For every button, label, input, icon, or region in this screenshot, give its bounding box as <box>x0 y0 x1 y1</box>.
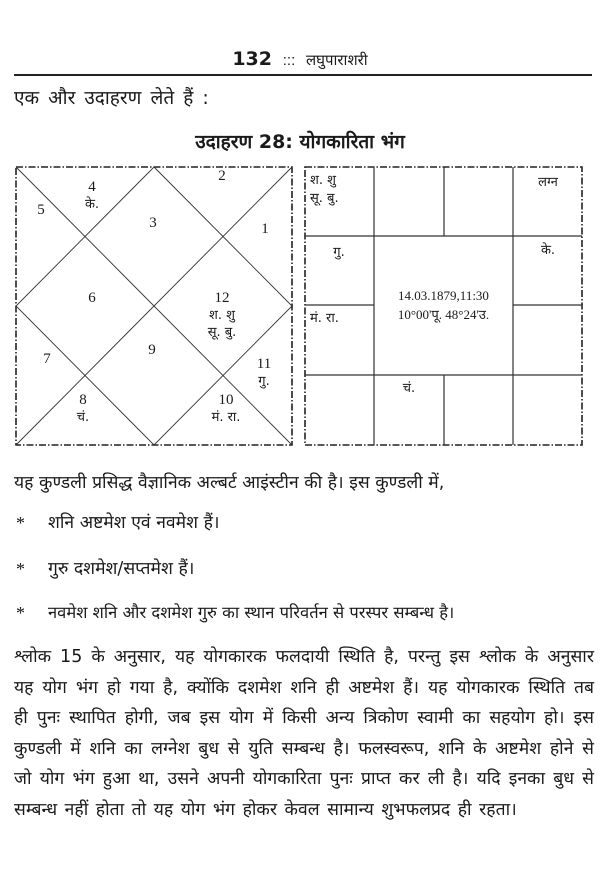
birth-coordinates: 10°00'पू. 48°24'उ. <box>397 307 490 322</box>
bullet-marker: * <box>16 513 25 533</box>
chart-lines <box>15 166 293 446</box>
house-5: 5 <box>37 202 45 218</box>
house-4-planets: के. <box>84 197 100 212</box>
cell-capricorn: मं. रा. <box>310 311 339 326</box>
house-9: 9 <box>148 342 156 358</box>
house-6: 6 <box>88 290 96 306</box>
house-8: 8 चं. <box>76 392 90 425</box>
cell-aquarius: गु. <box>333 245 345 260</box>
house-2: 2 <box>218 168 226 184</box>
example-title: उदाहरण 28: योगकारिता भंग <box>195 131 405 153</box>
bullet-marker: * <box>16 603 25 623</box>
intro-text: एक और उदाहरण लेते हैं : <box>14 87 209 109</box>
birth-details <box>374 286 513 324</box>
house-12-planets-1: श. शु <box>209 308 235 323</box>
cell-scorpio: चं. <box>402 381 416 396</box>
house-10-planets: मं. रा. <box>211 410 241 425</box>
cell-cancer: के. <box>540 243 556 258</box>
house-12-planets-2: सू. बु. <box>207 325 237 340</box>
house-8-planets: चं. <box>76 410 90 425</box>
header-separator: ::: <box>282 52 296 69</box>
house-4: 4 के. <box>84 179 100 212</box>
house-11-planets: गु. <box>258 374 270 389</box>
house-1: 1 <box>261 221 269 237</box>
cell-pisces: श. शु सू. बु. <box>310 173 339 206</box>
north-indian-chart <box>15 166 293 446</box>
lead-sentence: यह कुण्डली प्रसिद्ध वैज्ञानिक अल्बर्ट आइंस्टीन की है। इस कुण्डली में, <box>14 473 445 493</box>
page-number: 132 <box>232 48 272 70</box>
bullet-item: गुरु दशमेश/सप्तमेश हैं। <box>48 559 195 579</box>
book-title: लघुपाराशरी <box>305 51 368 69</box>
cell-lagna: लग्न <box>538 175 558 190</box>
house-11: 11 गु. <box>256 356 272 389</box>
bullet-marker: * <box>16 559 25 579</box>
birth-datetime: 14.03.1879,11:30 <box>398 288 489 303</box>
header-rule <box>14 74 592 76</box>
house-3: 3 <box>149 215 157 231</box>
house-12: 12 श. शु सू. बु. <box>207 290 237 340</box>
south-indian-chart <box>304 166 583 446</box>
bullet-item: शनि अष्टमेश एवं नवमेश हैं। <box>48 513 220 533</box>
body-paragraph: श्लोक 15 के अनुसार, यह योगकारक फलदायी स्थिति है, परन्तु इस श्लोक के अनुसार यह योग भंग हो गया है, क्योंकि दशमेश शनि ही अष्टमेश हैं। यह योगकारक स्थिति तब ही पुनः स्थापित होगी, जब इस योग में किसी अन्य त्रिकोण स्वामी का सहयोग हो। इस कुण्डली में शनि का लग्नेश बुध से युति सम्बन्ध है। फलस्वरूप, शनि के अष्टमेश होने से जो योग भंग हुआ था, उसने अपनी योगकारिता पुनः प्राप्त कर ली है। यदि इनका बुध से सम्बन्ध नहीं होता तो यह योग भंग होकर केवल सामान्य शुभफलप्रद ही रहता। <box>14 647 594 820</box>
house-7: 7 <box>43 351 51 367</box>
running-header <box>0 48 600 72</box>
bullet-item: नवमेश शनि और दशमेश गुरु का स्थान परिवर्तन से परस्पर सम्बन्ध है। <box>48 603 455 622</box>
house-10: 10 मं. रा. <box>211 392 241 425</box>
